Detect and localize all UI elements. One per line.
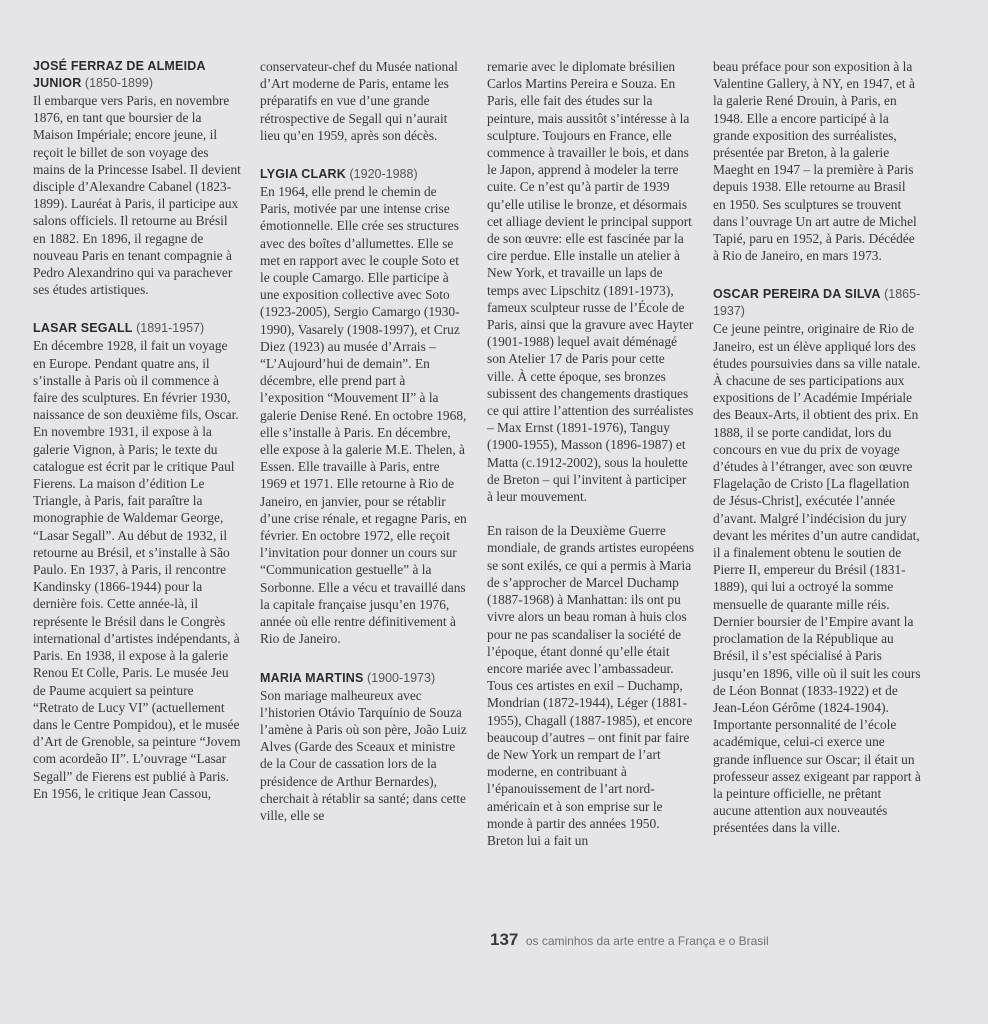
biography-entry (260, 58, 468, 144)
artist-dates: (1900-1973) (367, 670, 436, 685)
text-column-2 (260, 58, 468, 846)
biography-entry (260, 166, 468, 647)
text-column-1 (33, 58, 241, 824)
body-paragraph: Il embarque vers Paris, en novembre 1876, en tant que boursier de la Maison Impériale; encore jeune, il reçoit le billet de son voyage des mains de la Princesse Isabel. Il devient disciple d’Alexandre Cabanel (1823-1899). Lauréat à Paris, il participe aux salons officiels. Il retourne au Brésil en 1882. En 1896, il regagne de nouveau Paris en tenant compagnie à Pedro Alexandrino qui va parachever ses études artistiques. (33, 93, 241, 298)
footer-title: os caminhos da arte entre a França e o Brasil (525, 934, 769, 948)
biography-entry (487, 58, 695, 849)
artist-name: LYGIA CLARK (260, 167, 347, 182)
body-paragraph: Son mariage malheureux avec l’historien Otávio Tarquínio de Souza l’amène à Paris où son père, João Luiz Alves (Garde des Sceaux et ministre de la Cour de cassation lors de la présidence de Arthur Bernardes), cherchait à rétablir sa santé; dans cette ville, elle se (260, 687, 467, 823)
text-column-4 (713, 58, 921, 859)
artist-name: JOSÉ FERRAZ DE ALMEIDA JUNIOR (33, 59, 206, 90)
text-column-3 (487, 58, 695, 871)
body-paragraph: En décembre 1928, il fait un voyage en Europe. Pendant quatre ans, il s’installe à Paris où il commence à faire des sculptures. En février 1930, naissance de son deuxième fils, Oscar. En novembre 1931, il expose à la galerie Vignon, à Paris; le texte du catalogue est écrit par le critique Paul Fierens. La maison d’édition Le Triangle, à Paris, fait paraître la monographie de Waldemar George, “Lasar Segall”. Au début de 1932, il retourne au Brésil, et s’installe à São Paulo. En 1937, à Paris, il rencontre Kandinsky (1866-1944) pour la dernière fois. Cette année-là, il représente le Brésil dans le Congrès international d’artistes indépendants, à Paris. En 1938, il expose à la galerie Renou Et Colle, Paris. Le musée Jeu de Paume acquiert sa peinture “Retrato de Lucy VI” (actuellement dans le Centre Pompidou), et le musée d’Art de Grenoble, sa peinture “Jovem com acordeão II”. L’ouvrage “Lasar Segall” de Fierens est publié à Paris. En 1956, le critique Jean Cassou, (33, 338, 241, 801)
entry-heading (260, 670, 468, 687)
body-paragraph: En raison de la Deuxième Guerre mondiale, de grands artistes européens se sont exilés, ce qui a permis à Maria de s’approcher de Marcel Duchamp (1887-1968) à Manhattan: ils ont pu vivre alors un beau roman à huis clos pour ne pas scandaliser la société de l’époque, étant donné qu’elle était encore mariée avec l’ambassadeur. Tous ces artistes en exil – Duchamp, Mondrian (1872-1944), Léger (1881-1955), Chagall (1887-1985), et encore beaucoup d’autres – ont finit par faire de New York un rempart de l’art moderne, en contribuant à l’épanouissement de l’art nord-américain et à son emprise sur le monde à partir des années 1950. Breton lui a fait un (487, 523, 695, 848)
page-number: 137 (490, 930, 519, 949)
artist-dates: (1920-1988) (349, 167, 418, 182)
biography-entry (33, 58, 241, 298)
biography-entry (713, 58, 921, 264)
body-paragraph: conservateur-chef du Musée national d’Art moderne de Paris, entame les préparatifs en vue d’une grande rétrospective de Segall qui n’aurait lieu qu’en 1959, après son décès. (260, 59, 458, 143)
body-paragraph: beau préface pour son exposition à la Valentine Gallery, à NY, en 1947, et à la galerie René Drouin, à Paris, en 1948. Elle a encore participé à la grande exposition des surréalistes, présentée par Breton, à la galerie Maeght en 1947 – la première à Paris depuis 1938. Elle retourne au Brasil en 1950. Ses sculptures se trouvent dans l’ouvrage Un art autre de Michel Tapié, paru en 1952, à Paris. Décédée à Rio de Janeiro, en mars 1973. (713, 59, 917, 264)
entry-heading (713, 286, 921, 320)
body-paragraph: remarie avec le diplomate brésilien Carlos Martins Pereira e Souza. En Paris, elle fait des études sur la peinture, mais aussitôt s’intéresse à la sculpture. Toujours en France, elle commence à travailler le bois, et dans le Japon, apprend à modeler la terre cuite. Ce n’est qu’à partir de 1939 qu’elle utilise le bronze, et désormais cet alliage devient le principal support de son œuvre: elle est fascinée par la cire perdue. Elle installe un atelier à New York, et travaille un laps de temps avec Lipschitz (1891-1973), fameux sculpteur russe de l’École de Paris, ainsi que la gravure avec Hayter (1901-1988) lequel avait déménagé son Atelier 17 de Paris pour cette ville. À cette époque, ses bronzes subissent des changements drastiques ce qui attire l’attention des surréalistes – Max Ernst (1891-1976), Tanguy (1900-1955), Masson (1896-1987) et Matta (c.1912-2002), sous la houlette de Breton – qui l’invitent à participer à leur mouvement. (487, 59, 694, 505)
biography-entry (713, 286, 921, 836)
body-paragraph: En 1964, elle prend le chemin de Paris, motivée par une intense crise émotionnelle. Elle crée ses structures avec des boîtes d’allumettes. Elle se met en rapport avec le couple Soto et le couple Camargo. Elle participe à une exposition collective avec Soto (1923-2005), Sergio Camargo (1930-1990), Vasarely (1908-1997), et Cruz Diez (1923) au musée d’Arrais – “L’Aujourd’hui de demain”. En décembre, elle prend part à l’exposition “Mouvement II” à la galerie Denise René. En octobre 1968, elle s’installe à Paris. En décembre, elle expose à la galerie M.E. Thelen, à Essen. Elle travaille à Paris, entre 1969 et 1971. Elle retourne à Rio de Janeiro, en janvier, pour se rétablir d’une crise rénale, et regagne Paris, en février. En octobre 1972, elle reçoit l’invitation pour donner un cours sur “Communication gestuelle” à la Sorbonne. Elle a vécu et travaillé dans la capitale française jusqu’en 1976, année où elle rentre définitivement à Rio de Janeiro. (260, 184, 467, 647)
artist-dates: (1891-1957) (136, 321, 205, 336)
artist-name: MARIA MARTINS (260, 670, 364, 685)
biography-entry (260, 670, 468, 825)
entry-heading (33, 320, 241, 337)
biography-entry (33, 320, 241, 801)
artist-name: OSCAR PEREIRA DA SILVA (713, 287, 881, 302)
page-footer (490, 930, 769, 950)
artist-name: LASAR SEGALL (33, 321, 133, 336)
body-paragraph: Ce jeune peintre, originaire de Rio de Janeiro, est un élève appliqué lors des études poursuivies dans sa ville natale. À chacune de ses participations aux expositions de l’ Académie Impériale des Beaux-Arts, il obtient des prix. En 1888, il se porte candidat, lors du concours en vue du prix de voyage d’études à l’étranger, avec son œuvre Flagelação de Cristo [La flagellation de Jésus-Christ], exécutée l’année d’avant. Malgré l’indécision du jury devant les mérites d’un autre candidat, il a finalement obtenu le soutien de Pierre II, empereur du Brésil (1831-1889), qui lui a octroyé la somme mensuelle de quarante mille réis. Dernier boursier de l’Empire avant la proclamation de la République au Brésil, il s’est spécialisé à Paris jusqu’en 1896, ville où il suit les cours de Léon Bonnat (1833-1922) et de Jean-Léon Gérôme (1824-1904). Importante personnalité de l’école académique, celui-ci exerce une grande influence sur Oscar; il était un professeur assez exigeant par rapport à la peinture officielle, ne prêtant aucune attention aux nouveautés présentées dans la ville. (713, 321, 921, 836)
entry-heading (260, 166, 468, 183)
entry-heading (33, 58, 241, 92)
artist-dates: (1850-1899) (84, 76, 154, 90)
artist-dates: (1865-1937) (713, 287, 921, 319)
